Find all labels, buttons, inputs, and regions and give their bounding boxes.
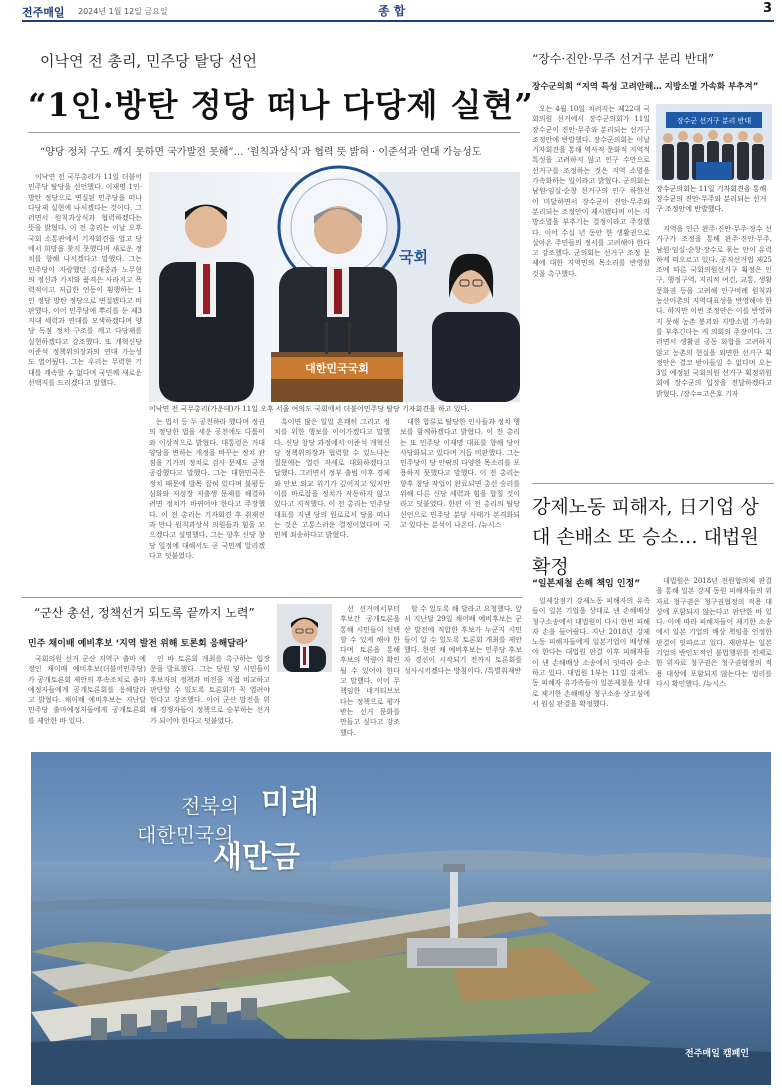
- masthead: [22, 0, 772, 22]
- jangsu-subhead: 장수군의회 “지역 특성 고려안해… 지방소멸 가속화 부추겨”: [532, 82, 759, 92]
- gunsan-subhead: 민주 채이배 예비후보 ‘지역 발전 위해 토론회 응해달라’: [28, 639, 249, 649]
- gunsan-headline: “군산 총선, 정책선거 되도록 끝까지 노력”: [34, 606, 255, 620]
- labor-body-col2: 대법원은 2018년 전원합의체 판결을 통해 일본 강제 동원 피해자들의 위자료 청구권은 청구권협정의 적용 대상에 포함되지 않는다고 판단한 바 있다. 이에 따라 피해자들이 제기한 소송에서 일본 기업의 배상 책임을 인정한 판결이 잇따르고 있다. 재판부는 일본 기업의 반인도적인 불법행위를 전제로 한 위자료 청구권은 청구권협정의 적용 대상에 포함되지 않는다는 법리를 다시 확인했다. /뉴시스: [656, 577, 772, 688]
- podium-label: 대한민국국회: [305, 362, 369, 375]
- lead-kicker: 이낙연 전 총리, 민주당 탈당 선언: [40, 52, 257, 70]
- jangsu-body-col1: 오는 4월 10일 치러지는 제22대 국회의원 선거에서 장수군의회가 11일 장수군이 진안·무주와 분리되는 선거구 조정안에 반발했다. 장수군의회는 이날 기자회견을 통해 역사적 문화적 지역적 특성을 고려하지 않고 인구 수만으로 선거구를 조정하는 것은 지역 소멸을 가속화하는 일이라고 밝혔다. 군의회는 남원·임실·순창 선거구의 인구 하한선이 미달하면서 장수군이 진안·무주와 분리되는 조정안이 제시됐다며 이는 지방소멸을 부추기는 결정이라고 주장했다. 이어 수십 년 동안 한 생활권으로 살아온 주민들의 정서를 고려해야 한다고 강조했다. 군의회는 선거구 조정 문제에 대한 지역민의 목소리를 반영할 것을 촉구했다.: [532, 105, 650, 278]
- jangsu-body-col2: 지역을 인근 완주·진안·무주·장수 선거구가 조정을 통해 완주·진안·무주, 남원·임실·순창·장수로 묶는 안이 유력하게 떠오르고 있다. 공직선거법 제25조에 따른 국회의원선거구 획정은 인구, 행정구역, 지리적 여건, 교통, 생활문화권 등을 고려해 인구비례 원칙과 농산어촌의 지역대표성을 반영해야 한다. 하지만 이번 조정안은 이를 반영하지 못해 농촌 붕괴와 지방소멸 가속화를 부추긴다는 게 의회의 주장이다. 그러면서 생활권 공동 화합을 고려하지 않고 농촌의 현실을 외면한 선거구 획정안은 결코 받아들일 수 없다며 오는 3일 예정된 국회의원 선거구 획정위원회에 장수군의 입장을 전달하겠다고 밝혔다. /장수=고은호 기자: [656, 225, 772, 398]
- ad-title-saemangeum: 새만금: [213, 840, 300, 875]
- lead-subhead: “양당 정치 구도 깨지 못하면 국가발전 못해”… ‘원칙과상식’과 협력 뜻 밝혀 · 이준석과 연대 가능성도: [40, 147, 482, 158]
- lead-photo: [149, 172, 520, 402]
- lead-headline: “1인·방탄 정당 떠나 다당제 실현”: [28, 86, 534, 124]
- ad-line-1: 전북의 대한민국의: [137, 794, 239, 847]
- svg-text:국회: 국회: [399, 248, 428, 266]
- lead-photo-caption: 이낙연 전 국무총리(가운데)가 11일 오후 서울 여의도 국회에서 더불어민주당 탈당 기자회견을 하고 있다.: [149, 405, 470, 413]
- paper-name: 전주매일: [22, 6, 65, 19]
- lead-body-col2: 는 법서 등 두 공천하라 했다며 정권의 정당한 법을 세운 공천에도 다툼이 와 이상적으로 밝혔다. 대통령은 거대양당을 변하는 개정을 바꾸는 정치 관점을 기가의 정치로 검사 문제도 긍정 공감했다고 말했다. 그는 대한민국은 정치 때문에 발목 잡혀 있다며 불평등 심화와 저성장 저출생 문제를 해결하려면 정치가 바뀌어야 한다고 주장했다. 이 전 총리는 기자회견 후 취재진과 만나 원칙과상식 의원들과 힘을 모으겠다고 설명했다. 그는 향후 신당 창당 일정에 대해서도 곧 국민께 알리겠다고 덧붙였다.: [149, 418, 265, 560]
- gunsan-body-col4: 할 수 있도록 해 달라고 요청했다. 앞서 지난달 29일 채이배 예비후보는 군산 발전에 적합한 후보가 누군지 시민들이 알 수 있도록 토론회 개최를 제안했다. 한편 채 예비후보는 민주당 후보자 경선이 시작되기 전까지 토론회를 성사시키겠다는 방침이다. /특별취재반: [404, 605, 522, 675]
- labor-story-rule: [532, 483, 774, 484]
- section-name: 종 합: [378, 4, 406, 18]
- jangsu-photo-caption: 장수군의회는 11일 기자회견을 통해 장수군의 진안·무주와 분리되는 선거구 조정안에 반발했다.: [656, 185, 767, 213]
- lead-body-col1: 이낙연 전 국무총리가 11일 더불어민주당 탈당을 선언했다. 이재명 1인·방탄 정당으로 변질된 민주당을 떠나 다당제 실현에 나서겠다는 것이다. 그러면서 원칙과상식과 협력하겠다는 뜻을 밝혔다. 이 전 총리는 이날 오후 국회 소통관에서 기자회견을 열고 당에서 희망을 찾지 못했다며 새로운 정치를 향해 나서겠다고 말했다. 그는 민주당이 자랑했던 김대중과 노무현의 정신과 가치와 품격은 사라지고 폭력적이고 저급한 언동이 횡행하는 1인 정당 방탄 정당으로 변질됐다고 비판했다. 이어 민주당에 뿌리를 둔 제3지대 세력과 연대를 모색하겠다며 양당 독점 정치 구조를 깨고 다당제를 실현하겠다고 강조했다. 또 개혁신당 이준석 정책위의장과의 연대 가능성도 열어뒀다. 그는 우리는 무력한 기대를 계속할 수 없다며 국민께 새로운 선택지를 드리겠다고 말했다.: [28, 173, 142, 387]
- saemangeum-ad: [31, 752, 771, 1085]
- gunsan-body-col2: 인 바 토론회 개최를 촉구하는 입장 문을 발표했다. 그는 당원 및 시민들이 후보자의 정책과 비전을 직접 비교하고 판단할 수 있도록 토론회가 꼭 열려야 한다고 강조했다. 이어 군산 발전을 위해 경쟁자들이 정책으로 승부하는 선거가 되어야 한다고 덧붙였다.: [150, 655, 270, 725]
- page-number: 3: [762, 1, 772, 16]
- labor-subhead: “일본제철 손해 책임 인정”: [532, 579, 641, 589]
- labor-body-col1: 일제강점기 강제노동 피해자의 유족들이 일본 기업을 상대로 낸 손해배상 청구소송에서 대법원이 다시 한번 피해자 손을 들어줬다. 지난 2018년 강제노동 피해자들에게 일본기업이 배상해야 한다는 대법원 판결 이후 피해자들이 낸 손해배상 소송에서 잇따라 승소하고 있다. 대법원 1부는 11일 강제노동 피해자 유가족들이 일본제철을 상대로 제기한 손해배상 청구소송 상고심에서 원심 판결을 확정했다.: [532, 597, 650, 708]
- candidate-portrait: [277, 604, 332, 672]
- labor-headline: 강제노동 피해자, 日기업 상대 손배소 또 승소… 대법원 확정: [532, 496, 759, 578]
- gunsan-story-rule: [22, 597, 522, 598]
- ad-title-future: 미래: [261, 785, 319, 820]
- gunsan-body-col3: 선 선거에서부터 후보간 공개토론을 통해 시민들이 선택할 수 있게 해야 한다며 토론을 통해 후보의 역량이 확인될 수 있어야 한다고 말했다. 이어 무책임한 네거티브보다는 정책으로 평가받는 선거 문화를 만들고 싶다고 강조했다.: [340, 605, 400, 737]
- masthead-rule: [22, 20, 774, 22]
- gunsan-body-col1: 국회의원 선거 군산 지역구 출마 예정인 채이배 예비후보(더불어민주당)가 공개토론회 제안의 후속조치로 출마 예정자들에게 공개토론회를 응해달라고 밝혔다. 채이배 예비후보는 지난달 민주당 출마예정자들에게 공개토론회를 제안한 바 있다.: [28, 655, 146, 725]
- jangsu-photo-banner: 장수군 선거구 분리 반대: [676, 117, 752, 125]
- jangsu-photo: [656, 104, 772, 180]
- issue-date: 2024년 1월 12일 금요일: [78, 7, 168, 16]
- ad-credit: 전주매일 캠페인: [685, 1049, 749, 1059]
- lead-subhead-rule: [28, 132, 520, 133]
- lead-body-col4: 대한 합류로 탈당한 인사들과 정치 행보를 함께하겠다고 밝혔다. 이 전 총리는 또 민주당 이재명 대표를 향해 당이 사당화되고 있다며 거듭 비판했다. 그는 민주당이 당 안팎의 다양한 목소리를 포용하지 못했다고 말했다. 이 전 총리는 향후 창당 작업이 완료되면 총선 승리를 위해 다른 신당 세력과 힘을 합칠 것이라고 덧붙였다. 한편 이 전 총리의 탈당 선언으로 민주당 분당 사태가 본격화되고 있다는 분석이 나온다. /뉴시스: [400, 418, 520, 529]
- lead-body-col3: 흑이면 많은 일일 흔쾌히 그리고 정치를 위한 행보를 이어가겠다고 말했다. 신당 창당 과정에서 이준석 개혁신당 정책위의장과 협력할 수 있느냐는 질문에는 열린 자세로 대화하겠다고 답했다. 그러면서 정부 출범 이후 경제와 안보 외교 위기가 깊어지고 있지만 이를 바로잡을 정치가 작동하지 않고 있다고 지적했다. 이 전 총리는 민주당 대표를 지낸 당의 원로로서 당을 떠나는 것은 고통스러운 결정이었다며 국민께 죄송하다고 밝혔다.: [274, 418, 390, 540]
- jangsu-kicker: “장수·진안·무주 선거구 분리 반대”: [532, 52, 715, 66]
